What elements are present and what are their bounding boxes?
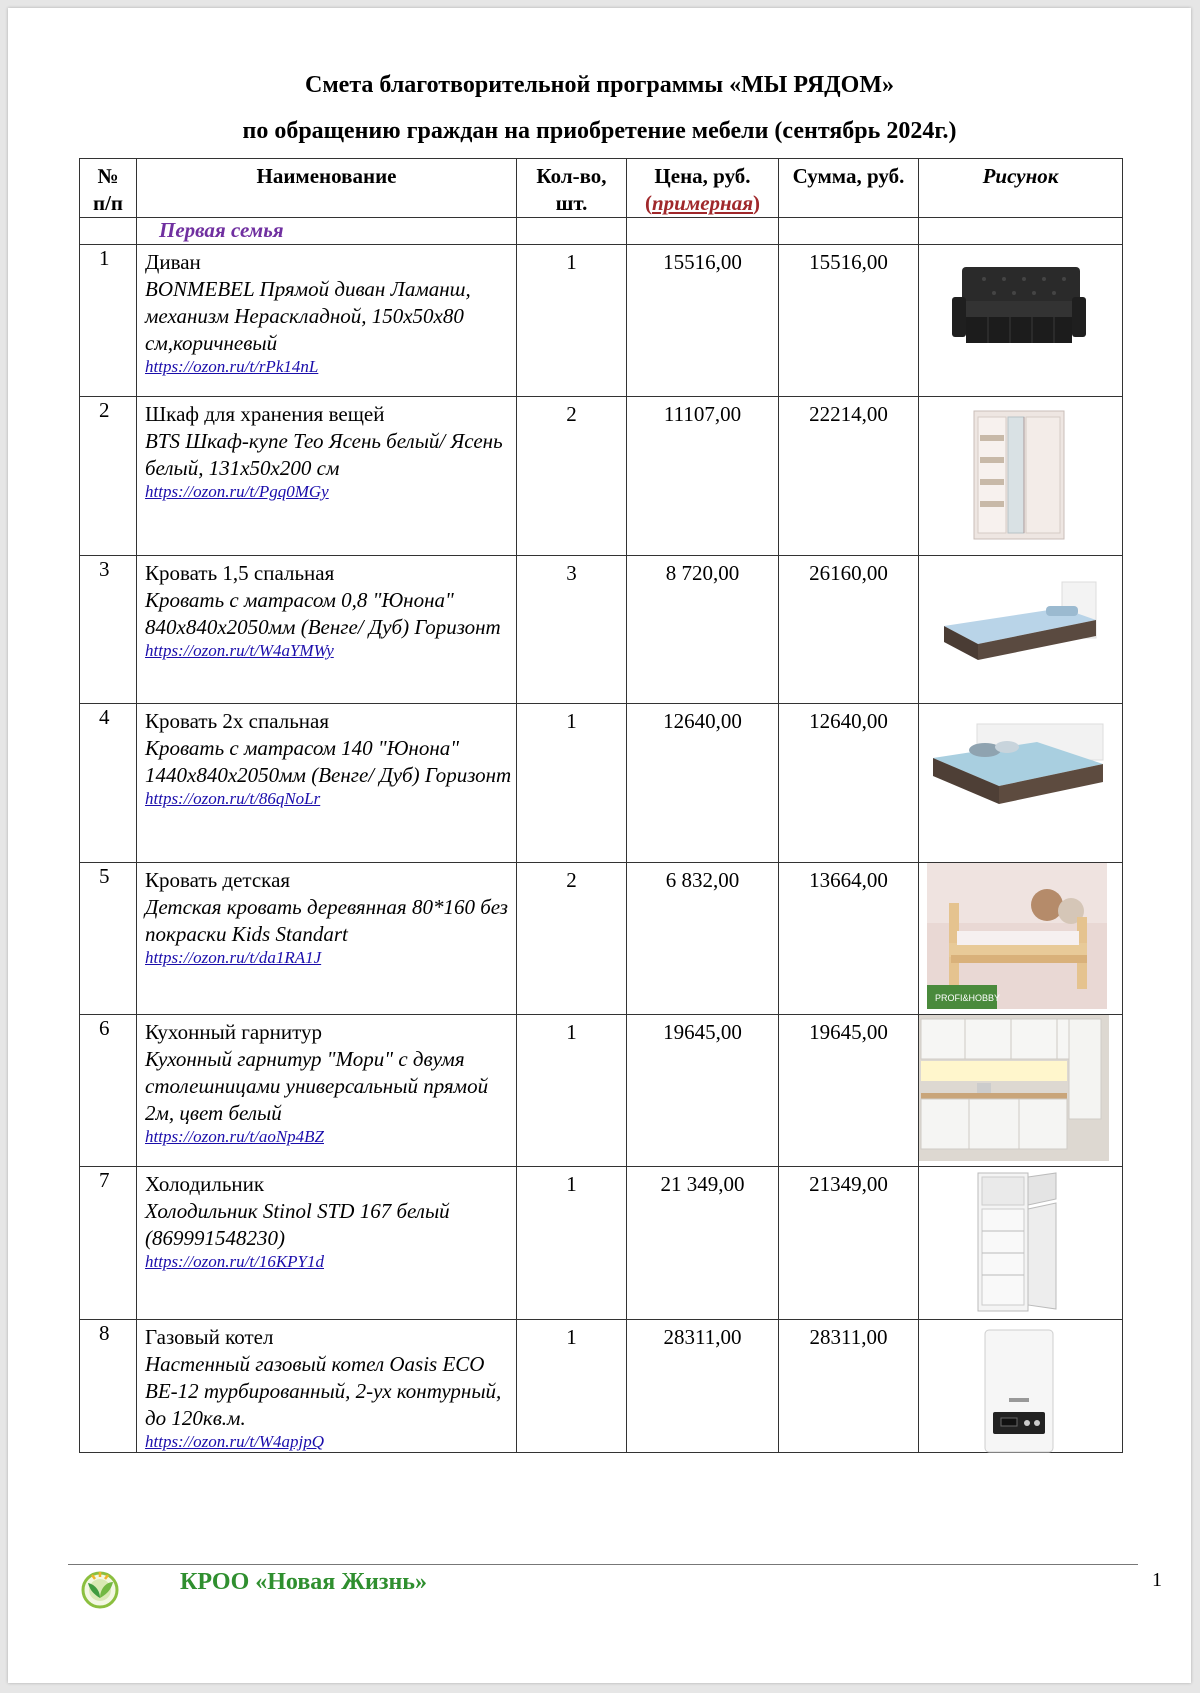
item-sum: 22214,00 [779,397,919,556]
page-number: 1 [1152,1569,1162,1591]
table-header-row [80,159,1123,218]
item-price: 6 832,00 [627,863,779,1015]
svg-text:PROFI&HOBBY: PROFI&HOBBY [935,993,1001,1003]
item-price: 19645,00 [627,1015,779,1167]
item-image-cell [919,704,1123,863]
estimate-table [79,158,1123,1453]
row-number: 4 [80,704,137,863]
item-quantity: 1 [517,1167,627,1320]
item-description: BTS Шкаф-купе Тео Ясень белый/ Ясень белый, 131х50х200 см [145,429,503,480]
item-link[interactable]: https://ozon.ru/t/aoNp4BZ [145,1127,324,1146]
table-row [80,1320,1123,1453]
item-name: Кровать 2х спальная [145,709,330,733]
item-image-cell [919,1015,1123,1167]
header-num: № п/п [80,159,137,218]
item-quantity: 1 [517,1015,627,1167]
item-quantity: 3 [517,556,627,704]
table-row [80,245,1123,397]
item-name-cell [137,397,517,556]
item-quantity: 1 [517,1320,627,1453]
item-name-cell [137,863,517,1015]
item-name-cell [137,1320,517,1453]
item-name: Холодильник [145,1172,265,1196]
document-page [8,8,1191,1683]
table-row [80,556,1123,704]
item-link[interactable]: https://ozon.ru/t/W4apjpQ [145,1432,324,1451]
item-sum: 26160,00 [779,556,919,704]
item-description: Детская кровать деревянная 80*160 без покраски Kids Standart [145,895,508,946]
header-price: Цена, руб. (примерная) [627,159,779,218]
wardrobe-image [964,405,1074,545]
item-sum: 12640,00 [779,704,919,863]
item-name: Кухонный гарнитур [145,1020,323,1044]
header-name: Наименование [137,159,517,218]
item-image-cell [919,863,1123,1015]
item-image-cell [919,556,1123,704]
item-name: Кровать детская [145,868,291,892]
item-name: Диван [145,250,201,274]
row-number: 1 [80,245,137,397]
footer-organization: КРОО «Новая Жизнь» [180,1569,427,1595]
table-row [80,397,1123,556]
item-name: Кровать 1,5 спальная [145,561,335,585]
row-number: 3 [80,556,137,704]
item-name: Газовый котел [145,1325,274,1349]
kids-bed-image [927,863,1107,1009]
double-bed-image [927,720,1107,820]
row-number: 7 [80,1167,137,1320]
item-name-cell [137,245,517,397]
boiler-image [979,1328,1059,1454]
section-title: Первая семья [137,218,517,245]
item-price: 12640,00 [627,704,779,863]
item-sum: 13664,00 [779,863,919,1015]
item-sum: 19645,00 [779,1015,919,1167]
section-row [80,218,1123,245]
item-quantity: 1 [517,245,627,397]
item-quantity: 1 [517,704,627,863]
item-description: BONMEBEL Прямой диван Ламанш, механизм Нераскладной, 150х50х80 см,коричневый [145,277,471,355]
item-image-cell [919,397,1123,556]
item-price: 21 349,00 [627,1167,779,1320]
item-quantity: 2 [517,863,627,1015]
row-number: 6 [80,1015,137,1167]
table-row [80,1167,1123,1320]
row-number: 2 [80,397,137,556]
item-sum: 28311,00 [779,1320,919,1453]
item-quantity: 2 [517,397,627,556]
item-description: Холодильник Stinol STD 167 белый (869991548230) [145,1199,450,1250]
kitchen-image [919,1015,1109,1161]
row-number: 5 [80,863,137,1015]
item-sum: 21349,00 [779,1167,919,1320]
header-qty: Кол-во, шт. [517,159,627,218]
table-row [80,1015,1123,1167]
item-image-cell [919,1320,1123,1453]
item-link[interactable]: https://ozon.ru/t/W4aYMWy [145,641,334,660]
item-image-cell [919,1167,1123,1320]
item-price: 28311,00 [627,1320,779,1453]
item-link[interactable]: https://ozon.ru/t/rPk14nL [145,357,319,376]
item-description: Настенный газовый котел Oasis ECO BE-12 турбированный, 2-ух контурный, до 120кв.м. [145,1352,502,1430]
item-description: Кровать с матрасом 0,8 "Юнона" 840х840х2050мм (Венге/ Дуб) Горизонт [145,588,501,639]
item-image-cell [919,245,1123,397]
item-name: Шкаф для хранения вещей [145,402,385,426]
item-link[interactable]: https://ozon.ru/t/86qNoLr [145,789,321,808]
table-row [80,704,1123,863]
item-link[interactable]: https://ozon.ru/t/Pgq0MGy [145,482,329,501]
fridge-image [964,1169,1064,1315]
document-title: Смета благотворительной программы «МЫ РЯДОМ» [305,72,894,98]
item-name-cell [137,704,517,863]
item-price: 15516,00 [627,245,779,397]
item-price: 11107,00 [627,397,779,556]
single-bed-image [934,568,1104,678]
item-description: Кровать с матрасом 140 "Юнона" 1440х840х2050мм (Венге/ Дуб) Горизонт [145,736,512,787]
footer-divider [68,1564,1138,1565]
item-name-cell [137,1167,517,1320]
header-image: Рисунок [919,159,1123,218]
row-number: 8 [80,1320,137,1453]
sofa-image [944,257,1094,357]
item-link[interactable]: https://ozon.ru/t/16KPY1d [145,1252,324,1271]
document-subtitle: по обращению граждан на приобретение мебели (сентябрь 2024г.) [242,118,957,144]
item-sum: 15516,00 [779,245,919,397]
item-link[interactable]: https://ozon.ru/t/da1RA1J [145,948,322,967]
item-name-cell [137,556,517,704]
organization-logo-icon [76,1564,124,1612]
header-sum: Сумма, руб. [779,159,919,218]
item-name-cell [137,1015,517,1167]
item-description: Кухонный гарнитур "Мори" с двумя столешницами универсальный прямой 2м, цвет белый [145,1047,489,1125]
item-price: 8 720,00 [627,556,779,704]
table-row [80,863,1123,1015]
